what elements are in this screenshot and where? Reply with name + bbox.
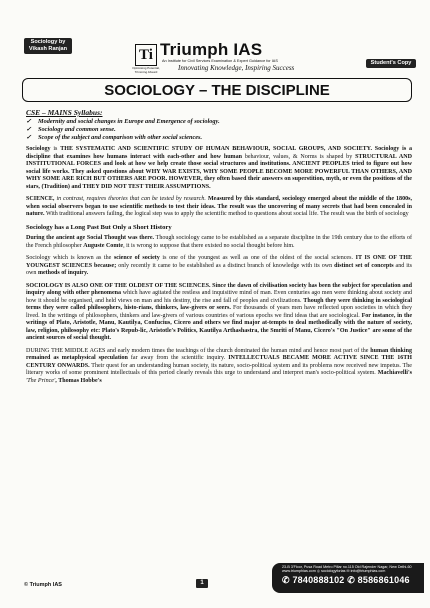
check-icon: ✓ — [26, 126, 32, 133]
paragraph-definition: Sociology is THE SYSTEMATIC AND SCIENTIFIC STUDY OF HUMAN BEHAVIOUR, SOCIAL GROUPS, AND SOCIETY. Sociology is a discipline that examines how humans interact with each-other and how human behaviour, values, & Norms is shaped by STRUCTURAL AND INSTITUTIONAL FORCES and look at how we help create those social structures and institutions. ANCIENT PEOPLES tried to figure out how social life works. They asked questions about WHY WAR EXISTS, WHY SOME PEOPLE BECOME MORE POWERFUL THAN OTHERS, AND WHY SOME ARE RICH BUT OTHERS ARE POOR. HOWEVER, they often based their answers on superstition, myth, or even the positions of the stars, (Tradition) and THEY DID NOT TEST THEIR ASSUMPTIONS. — [26, 146, 413, 190]
paragraph-ancient-age: During the ancient age Social Thought was there. Though sociology came to be established as a separate discipline in the 19th century due to the efforts of the French philosopher Auguste Comte, it is wrong to suppose that there existed no social thought before him. — [26, 235, 412, 249]
contact-box — [272, 563, 424, 593]
brand-subtitle: An Institute for Civil Services Examination & Expert Guidance for IAS — [162, 59, 278, 63]
brand-tagline: Innovating Knowledge, Inspiring Success — [178, 64, 295, 72]
paragraph-oldest: SOCIOLOGY IS ALSO ONE OF THE OLDEST OF THE SCIENCES. Since the dawn of civilisation society has been the subject for speculation and inquiry along with other phenomena which have agitated the restless and inquisitive mind of man. Even centuries ago men were thinking about society and how it should be organised, and held views on man and his destiny, the rise and fall of peoples and civilizations. Though they were thinking in sociological terms they were called philosophers, histo-rians, thinkers, law-givers or seers. For thousands of years men have reflected upon societies in which they lived. In the writings of philosophers, thinkers and law-givers of various countries of various epochs we find ideas that are sociological. For instance, in the writings of Plato, Aristotle, Manu, Kautilya, Confucius, Cicero and others we find major at-tempts to deal methodically with the nature of society, law, religion, philosophy etc: Plato's Repub-lic, Aristotle's Politics, Kautilya Arthashastra, the Smriti of Manu, Cicero's "On Justice" are some of the ancient sources of social thought. — [26, 282, 413, 341]
check-icon: ✓ — [26, 118, 32, 125]
phone-icon: ✆ — [282, 574, 290, 585]
paragraph-youngest: Sociology which is known as the science of society is one of the youngest as well as one of the oldest of the social sciences. IT IS ONE OF THE YOUNGEST SCIENCES because; only recently it came to be established as a distinct branch of knowledge with its own distinct set of concepts and its own methods of inquiry. — [26, 255, 413, 276]
footer-brand: © Triumph IAS — [24, 582, 62, 588]
paragraph-middle-ages: DURING THE MIDDLE AGES and early modern times the teachings of the church dominated the human mind and hence most part of the human thinking remained as metaphysical speculation far away from the scientific inquiry. INTELLECTUALS BECAME MORE ACTIVE SINCE THE 16TH CENTURY ONWARDS. Their quest for an understanding human society, its nature, socio-political system and its problems now received new impetus. The literary works of some prominent intellectuals of this period clearly reveals this urge to understand and interpret man's socio-political system. Machiavelli's 'The Prince', Thomas Hobbe's — [26, 347, 412, 384]
section-subheading: Sociology has a Long Past But Only a Short History — [26, 223, 172, 231]
copy-tag: Student's Copy — [366, 59, 416, 68]
check-icon: ✓ — [26, 134, 32, 141]
phone-icon: ✆ — [347, 574, 355, 585]
syllabus-heading: CSE – MAINS Syllabus: — [26, 108, 103, 117]
paragraph-science: SCIENCE, in contrast, requires theories that can be tested by research. Measured by this standard, sociology emerged about the middle of the 1800s, when social observers began to use scientific methods to test their ideas. The result was the uncovering of many secrets that had been concealed in nature. With traditional answers failing, the logical step was to apply the scientific method to questions about social life. The result was the birth of sociology — [26, 196, 412, 217]
web-line: www.triumphias.com ◎ sociologyforias ✉ info@triumphias.com — [282, 569, 386, 574]
phone-number: 7840888102 — [292, 574, 345, 585]
phone-number: 8586861046 — [357, 574, 410, 585]
logo-caption: Optimising Potential, Trimming Absurd — [132, 66, 160, 74]
syllabus-list — [26, 118, 412, 142]
syllabus-item: ✓ Sociology and common sense. — [26, 126, 116, 133]
syllabus-item: ✓ Scope of the subject and comparison with other social sciences. — [26, 134, 203, 141]
syllabus-item: ✓ Modernity and social changes in Europe and Emergence of sociology. — [26, 118, 220, 125]
triumph-logo-icon: Ti — [135, 44, 157, 66]
document-body — [26, 108, 412, 390]
author-tag: Sociology by Vikash Ranjan — [24, 38, 72, 54]
phone-numbers — [282, 574, 420, 586]
page-title: SOCIOLOGY – THE DISCIPLINE — [22, 78, 412, 102]
address-line: 23-B 3'Floor, Pusa Road Metro Pillar no.115 Old Rajender Nagar, New Delhi-60 — [282, 565, 412, 569]
brand-name: Triumph IAS — [160, 40, 263, 59]
page-number: 1 — [196, 579, 208, 588]
